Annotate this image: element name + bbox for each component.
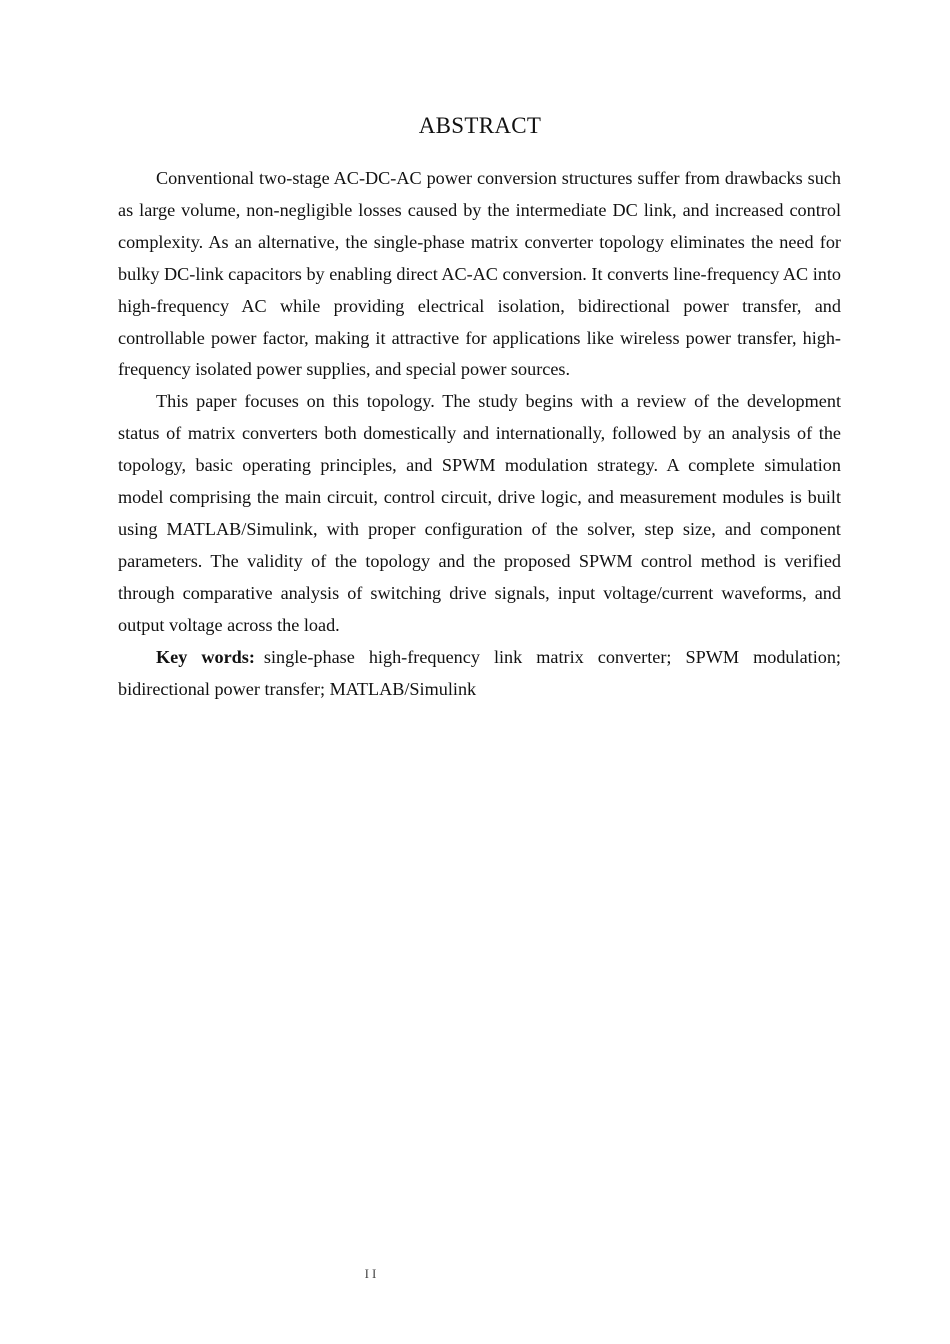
keywords-text: single-phase high-frequency link matrix converter; SPWM modulation; bidirectional power transfer; MATLAB/Simulink bbox=[118, 646, 841, 699]
keywords-paragraph bbox=[118, 642, 841, 706]
abstract-body bbox=[118, 163, 841, 705]
keywords-label: Key words: bbox=[156, 646, 255, 667]
abstract-paragraph-1: Conventional two-stage AC-DC-AC power conversion structures suffer from drawbacks such as large volume, non-negligible losses caused by the intermediate DC link, and increased control complexity. As an alternative, the single-phase matrix converter topology eliminates the need for bulky DC-link capacitors by enabling direct AC-AC conversion. It converts line-frequency AC into high-frequency AC while providing electrical isolation, bidirectional power transfer, and controllable power factor, making it attractive for applications like wireless power transfer, high-frequency isolated power supplies, and special power sources. bbox=[118, 168, 841, 380]
abstract-paragraph-2: This paper focuses on this topology. The study begins with a review of the development status of matrix converters both domestically and internationally, followed by an analysis of the topology, basic operating principles, and SPWM modulation strategy. A complete simulation model comprising the main circuit, control circuit, drive logic, and measurement modules is built using MATLAB/Simulink, with proper configuration of the solver, step size, and component parameters. The validity of the topology and the proposed SPWM control method is verified through comparative analysis of switching drive signals, input voltage/current waveforms, and output voltage across the load. bbox=[118, 391, 841, 635]
abstract-title: ABSTRACT bbox=[418, 113, 542, 138]
page-number: II bbox=[364, 1266, 380, 1281]
